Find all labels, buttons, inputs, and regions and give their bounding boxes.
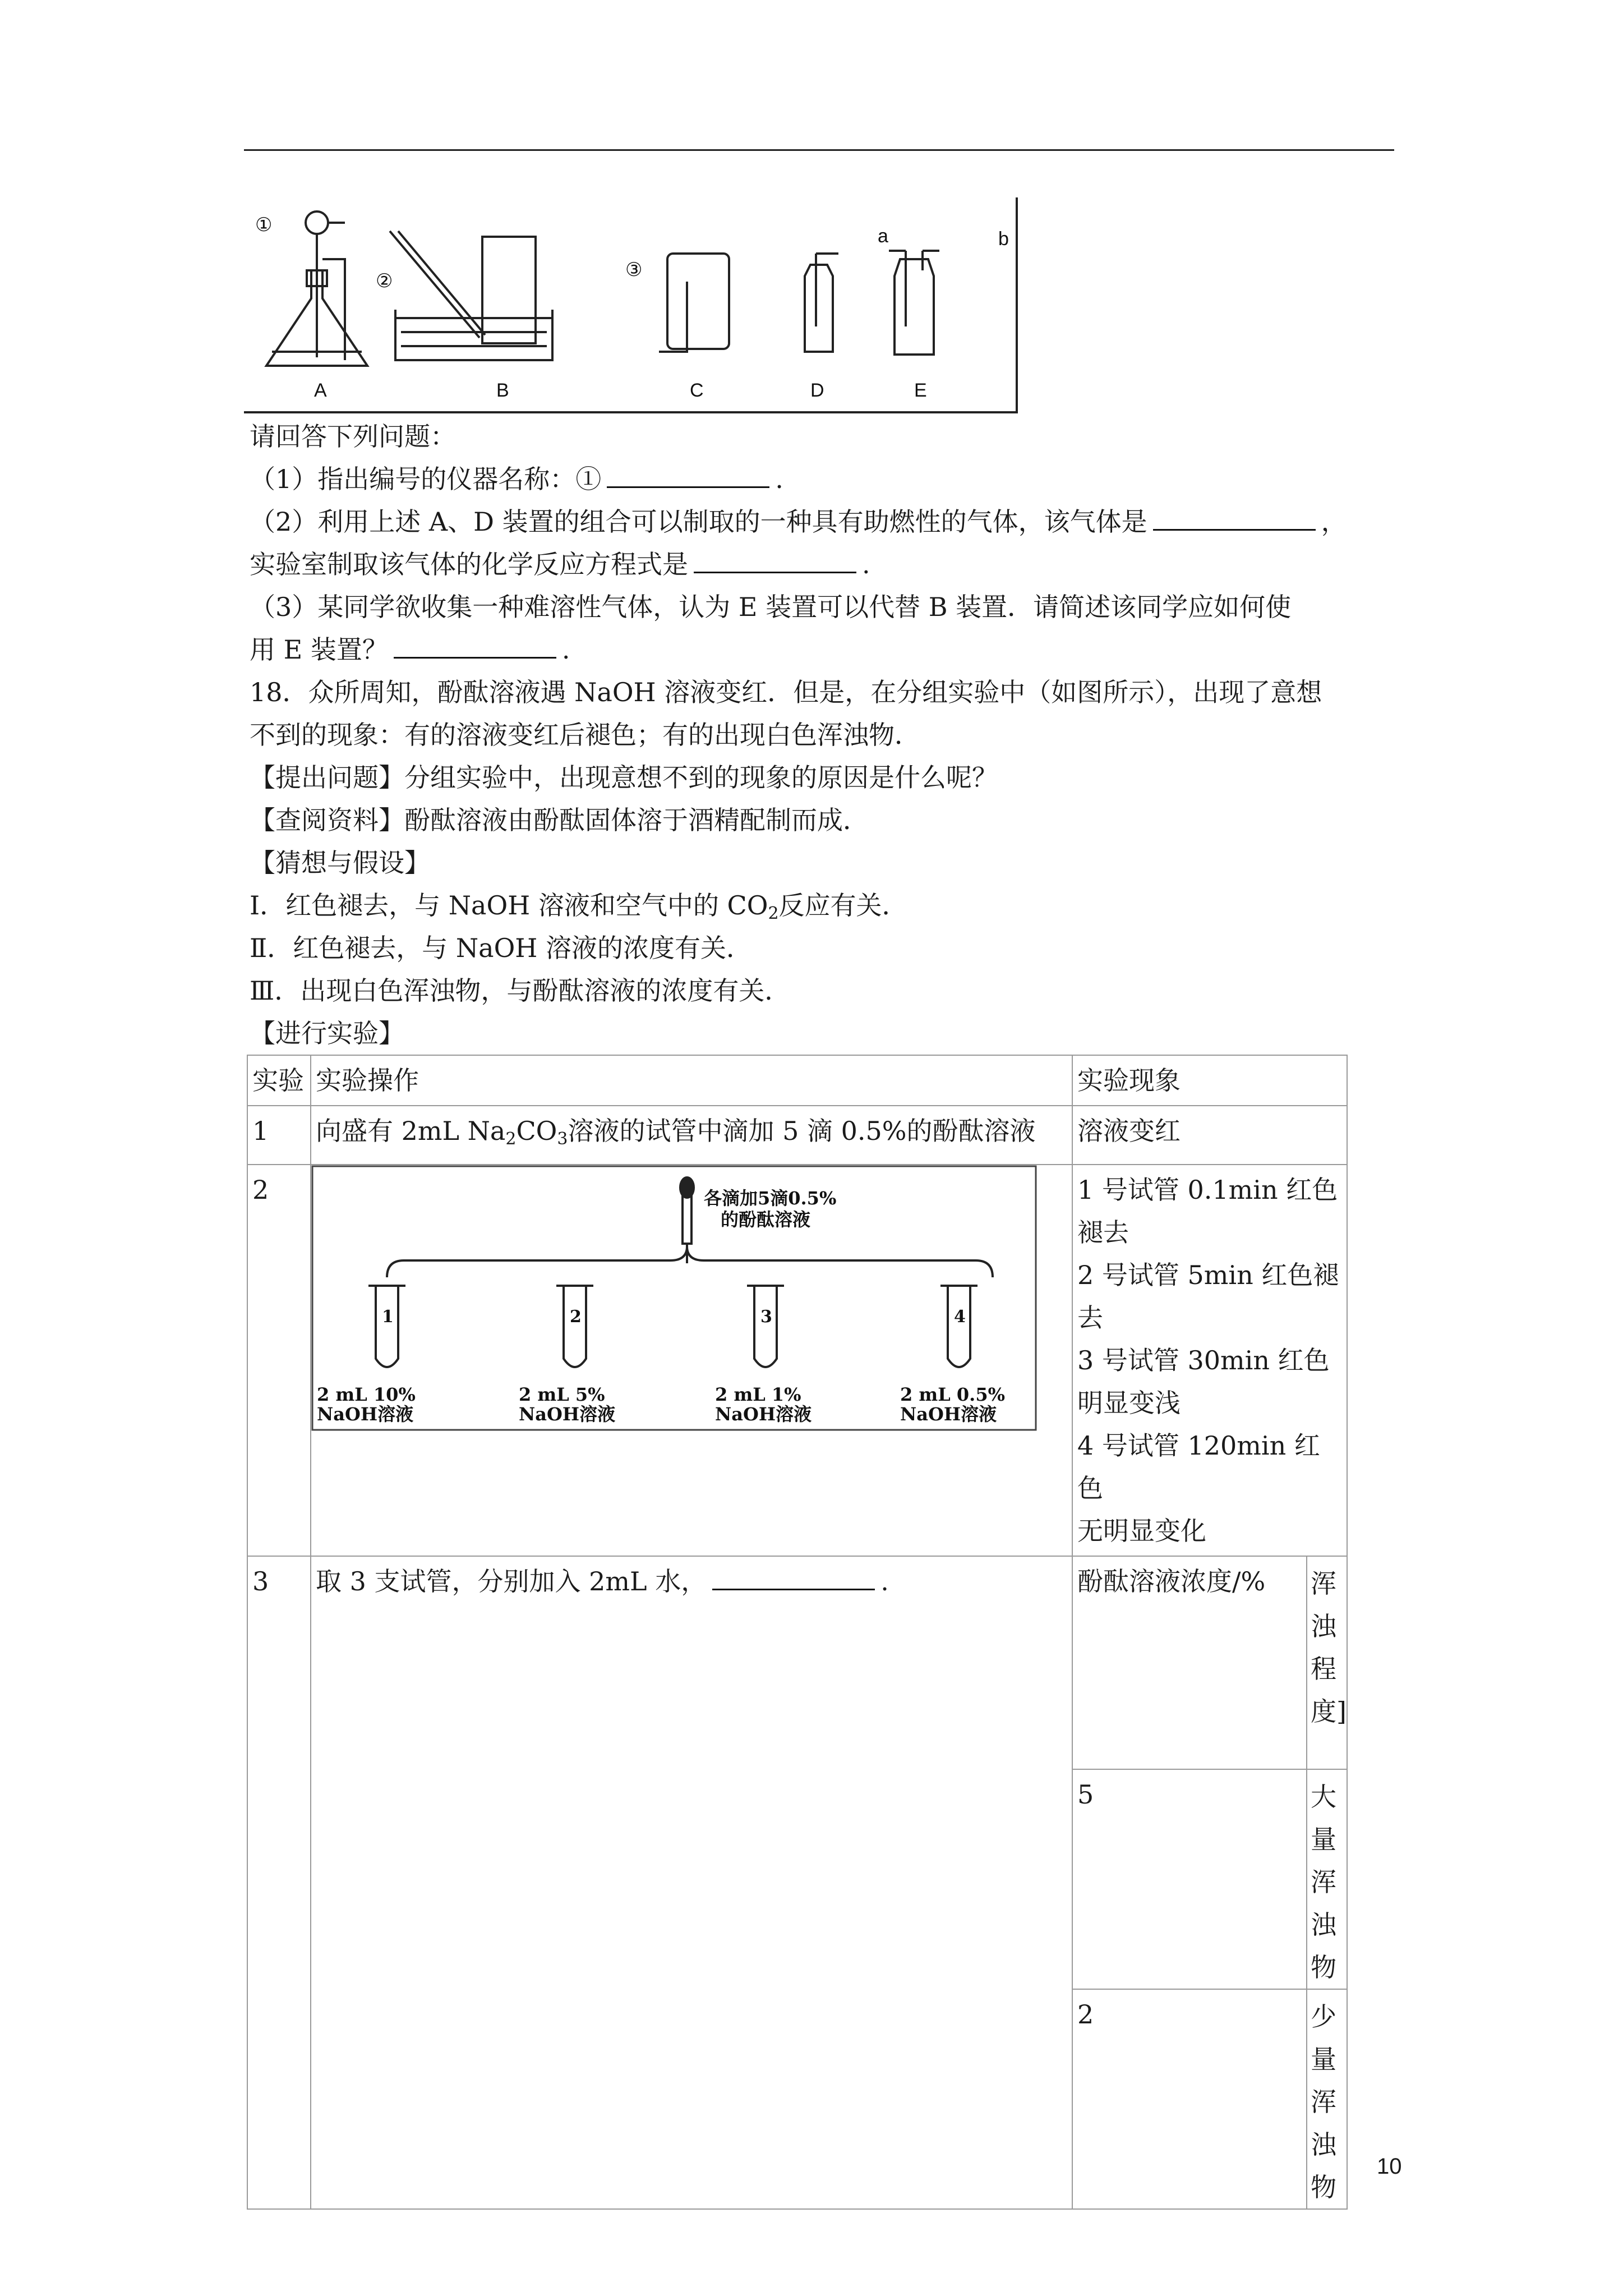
question-2b: 实验室制取该气体的化学反应方程式是 . — [250, 543, 1399, 586]
row3-concentration: 2 — [1072, 1989, 1307, 2209]
header-operation: 实验操作 — [311, 1055, 1072, 1106]
hypothesis-3: Ⅲ．出现白色浑浊物，与酚酞溶液的浓度有关． — [250, 976, 791, 1006]
question-2a: （2）利用上述 A、D 装置的组合可以制取的一种具有助燃性的气体，该气体是 ， — [250, 500, 1399, 543]
dropper-label-1: 各滴加5滴0.5% — [704, 1188, 837, 1209]
caption-e: E — [914, 380, 927, 401]
experiment-table — [247, 1055, 1348, 2210]
prompt: 请回答下列问题： — [250, 421, 456, 452]
tube-number: 1 — [382, 1307, 394, 1327]
caption-a: A — [314, 380, 327, 401]
row3-concentration: 5 — [1072, 1769, 1307, 1989]
answer-blank[interactable] — [1153, 504, 1316, 531]
row3-number: 3 — [247, 1556, 311, 2209]
caption-c: C — [690, 380, 704, 401]
tube-number: 2 — [570, 1307, 582, 1327]
label-b: b — [998, 228, 1009, 250]
tube-concentration: 2 mL 5% — [519, 1384, 605, 1405]
tube-solution: NaOH溶液 — [519, 1404, 616, 1425]
tube-concentration: 2 mL 0.5% — [900, 1384, 1005, 1405]
question-3a: （3）某同学欲收集一种难溶性气体，认为 E 装置可以代替 B 装置．请简述该同学应如何使 — [250, 592, 1292, 622]
tube-number: 4 — [954, 1307, 966, 1327]
answer-blank[interactable] — [712, 1564, 875, 1590]
tube-solution: NaOH溶液 — [715, 1404, 812, 1425]
header-experiment: 实验 — [247, 1055, 311, 1106]
caption-b: B — [496, 380, 509, 401]
dropper-label-2: 的酚酞溶液 — [721, 1209, 811, 1230]
apparatus-figure — [244, 197, 1018, 413]
q18-problem: 【提出问题】分组实验中，出现意想不到的现象的原因是什么呢？ — [250, 762, 998, 793]
header-phenomenon: 实验现象 — [1072, 1055, 1347, 1106]
label-a: a — [878, 226, 888, 247]
caption-d: D — [810, 380, 824, 401]
experiment-title: 【进行实验】 — [250, 1018, 404, 1048]
row1-result: 溶液变红 — [1072, 1106, 1347, 1165]
header-rule — [244, 149, 1394, 151]
row3-subheader-degree: 浑 浊 程 度] — [1307, 1556, 1347, 1769]
answer-blank[interactable] — [607, 462, 769, 488]
q18-intro-a: 18．众所周知，酚酞溶液遇 NaOH 溶液变红．但是，在分组实验中（如图所示），出现了意想 — [250, 677, 1322, 707]
test-tube-figure — [311, 1165, 1063, 1434]
row1-number: 1 — [247, 1106, 311, 1165]
answer-blank[interactable] — [394, 632, 556, 659]
page-number: 10 — [1377, 2154, 1402, 2179]
row1-operation: 向盛有 2mL $Na_2CO_3$溶液的试管中滴加 5 滴 0.5%的酚酞溶液 — [311, 1106, 1072, 1165]
label-3: ③ — [625, 259, 643, 280]
tube-number: 3 — [760, 1307, 772, 1327]
q18-intro-b: 不到的现象：有的溶液变红后褪色；有的出现白色浑浊物． — [250, 720, 920, 750]
label-2: ② — [376, 270, 393, 292]
q18-data: 【查阅资料】酚酞溶液由酚酞固体溶于酒精配制而成． — [250, 805, 869, 835]
hypothesis-1: Ⅰ．红色褪去，与 NaOH 溶液和空气中的 $CO_2$反应有关． — [250, 890, 908, 923]
row2-number: 2 — [247, 1165, 311, 1556]
question-1: （1）指出编号的仪器名称：① . — [250, 458, 1399, 500]
q18-hypothesis-title: 【猜想与假设】 — [250, 848, 430, 878]
answer-blank[interactable] — [694, 547, 856, 573]
question-3b: 用 E 装置？ . — [250, 628, 1399, 671]
label-1: ① — [255, 214, 273, 236]
tube-solution: NaOH溶液 — [900, 1404, 997, 1425]
row3-degree: 少 量 浑 浊 物 — [1307, 1989, 1347, 2209]
hypothesis-2: Ⅱ．红色褪去，与 NaOH 溶液的浓度有关． — [250, 933, 753, 963]
row2-results: 1 号试管 0.1min 红色 褪去 2 号试管 5min 红色褪 去 3 号试管 30min 红色 明显变浅 4 号试管 120min 红色 无明显变化 — [1072, 1165, 1347, 1556]
tube-concentration: 2 mL 1% — [715, 1384, 801, 1405]
row3-subheader-concentration: 酚酞溶液浓度/% — [1072, 1556, 1307, 1769]
row3-operation: 取 3 支试管，分别加入 2mL 水， . — [311, 1556, 1072, 2209]
row2-figure-cell — [311, 1165, 1072, 1556]
tube-concentration: 2 mL 10% — [317, 1384, 416, 1405]
row3-degree: 大 量 浑 浊 物 — [1307, 1769, 1347, 1989]
tube-solution: NaOH溶液 — [317, 1404, 414, 1425]
